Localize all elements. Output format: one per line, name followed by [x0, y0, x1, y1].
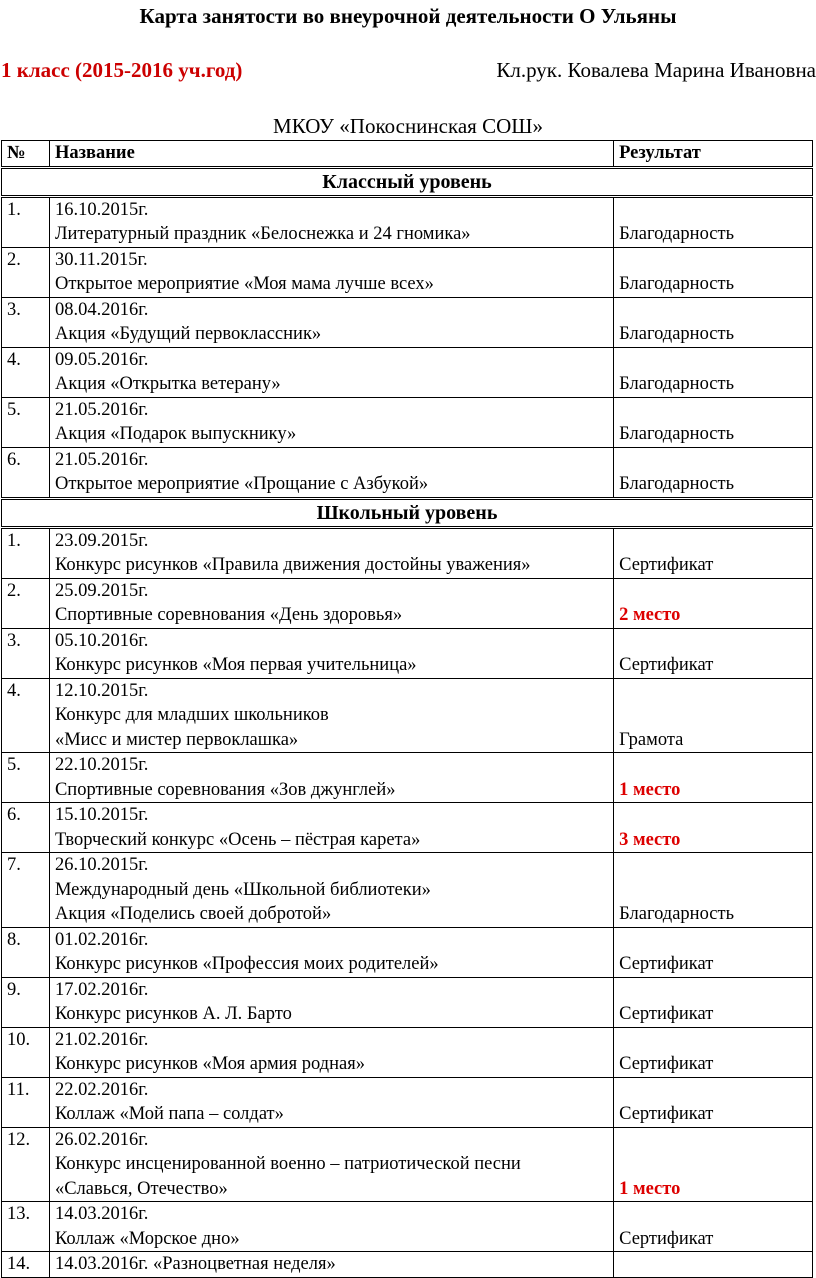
event-date: 25.09.2015г.	[54, 580, 149, 601]
result-cell: Сертификат	[614, 527, 813, 578]
table-row	[2, 1127, 813, 1202]
row-number: 2.	[2, 247, 50, 297]
result-cell: Благодарность	[614, 297, 813, 347]
event-cell	[49, 1252, 613, 1278]
table-row	[2, 447, 813, 498]
row-number: 3.	[2, 297, 50, 347]
row-number: 2.	[2, 578, 50, 628]
event-date: 30.11.2015г.	[54, 249, 148, 270]
result-cell: Грамота	[614, 678, 813, 753]
table-row	[2, 853, 813, 928]
row-number: 1.	[2, 527, 50, 578]
event-cell	[49, 628, 613, 678]
event-date: 08.04.2016г.	[54, 299, 149, 320]
result-cell: Сертификат	[614, 977, 813, 1027]
table-row	[2, 1077, 813, 1127]
table-header-row	[2, 141, 813, 168]
event-title: Коллаж «Мой папа – солдат»	[54, 1104, 284, 1124]
section-title: Классный уровень	[2, 167, 813, 196]
event-cell	[49, 297, 613, 347]
result-cell: Благодарность	[614, 447, 813, 498]
event-cell	[49, 447, 613, 498]
event-cell	[49, 853, 613, 928]
event-date: 23.09.2015г.	[54, 530, 149, 551]
row-number: 11.	[2, 1077, 50, 1127]
event-title: Спортивные соревнования «Зов джунглей»	[54, 779, 396, 800]
result-cell: Благодарность	[614, 853, 813, 928]
event-title: Конкурс рисунков «Профессия моих родителей»	[54, 954, 439, 974]
table-row	[2, 527, 813, 578]
event-title: Акция «Открытка ветерану»	[54, 374, 281, 394]
result-cell: Сертификат	[614, 1077, 813, 1127]
table-row	[2, 678, 813, 753]
row-number: 5.	[2, 753, 50, 803]
event-cell	[49, 196, 613, 247]
event-title: Конкурс рисунков «Моя первая учительница»	[54, 655, 417, 675]
event-cell	[49, 1077, 613, 1127]
event-date: 22.02.2016г.	[54, 1079, 149, 1100]
section-title: Школьный уровень	[2, 498, 813, 527]
table-row	[2, 1252, 813, 1278]
row-number: 8.	[2, 927, 50, 977]
event-cell	[49, 678, 613, 753]
row-number: 13.	[2, 1202, 50, 1252]
table-row	[2, 247, 813, 297]
row-number: 1.	[2, 196, 50, 247]
section-row	[2, 167, 813, 196]
event-title: Творческий конкурс «Осень – пёстрая карета»	[54, 829, 421, 850]
row-number: 7.	[2, 853, 50, 928]
row-number: 6.	[2, 803, 50, 853]
event-title: «Мисс и мистер первоклашка»	[54, 729, 299, 750]
event-title: Конкурс инсценированной военно – патриотической песни	[54, 1154, 521, 1174]
event-title: Конкурс рисунков «Правила движения достойны уважения»	[54, 555, 531, 575]
table-row	[2, 753, 813, 803]
result-cell	[614, 1252, 813, 1278]
table-row	[2, 297, 813, 347]
event-title: Международный день «Школьной библиотеки»	[54, 879, 431, 900]
event-cell	[49, 347, 613, 397]
result-cell: Сертификат	[614, 1027, 813, 1077]
table-row	[2, 1202, 813, 1252]
result-cell: Благодарность	[614, 397, 813, 447]
row-number: 10.	[2, 1027, 50, 1077]
result-cell: 1 место	[614, 753, 813, 803]
result-cell: 1 место	[614, 1127, 813, 1202]
event-date: 14.03.2016г. «Разноцветная неделя»	[54, 1254, 336, 1274]
event-date: 14.03.2016г.	[54, 1204, 149, 1224]
event-date: 12.10.2015г.	[54, 680, 149, 701]
event-title: Конкурс рисунков «Моя армия родная»	[54, 1054, 365, 1074]
row-number: 4.	[2, 678, 50, 753]
event-date: 21.02.2016г.	[54, 1029, 149, 1050]
event-date: 16.10.2015г.	[54, 199, 149, 220]
row-number: 6.	[2, 447, 50, 498]
event-date: 15.10.2015г.	[54, 805, 149, 825]
result-cell: Благодарность	[614, 347, 813, 397]
event-cell	[49, 578, 613, 628]
event-date: 21.05.2016г.	[54, 449, 149, 470]
event-title: Конкурс для младших школьников	[54, 705, 329, 725]
event-date: 09.05.2016г.	[54, 349, 149, 370]
event-cell	[49, 1027, 613, 1077]
row-number: 12.	[2, 1127, 50, 1202]
header-number: №	[2, 141, 50, 168]
event-cell	[49, 927, 613, 977]
school-name: МКОУ «Покоснинская СОШ»	[273, 114, 543, 138]
table-row	[2, 927, 813, 977]
event-title: Акция «Поделись своей добротой»	[54, 904, 332, 924]
row-number: 3.	[2, 628, 50, 678]
event-date: 22.10.2015г.	[54, 755, 149, 775]
table-row	[2, 578, 813, 628]
table-row	[2, 977, 813, 1027]
table-row	[2, 628, 813, 678]
event-title: Спортивные соревнования «День здоровья»	[54, 605, 403, 625]
event-title: Конкурс рисунков А. Л. Барто	[54, 1004, 292, 1024]
result-cell: Благодарность	[614, 196, 813, 247]
event-date: 21.05.2016г.	[54, 399, 149, 420]
result-cell: Сертификат	[614, 1202, 813, 1252]
header-name: Название	[49, 141, 613, 168]
event-cell	[49, 753, 613, 803]
result-cell: Сертификат	[614, 628, 813, 678]
row-number: 9.	[2, 977, 50, 1027]
section-row	[2, 498, 813, 527]
header-result: Результат	[614, 141, 813, 168]
event-date: 26.02.2016г.	[54, 1129, 149, 1150]
event-title: Открытое мероприятие «Прощание с Азбукой»	[54, 474, 429, 494]
table-row	[2, 803, 813, 853]
event-title: Коллаж «Морское дно»	[54, 1228, 240, 1249]
result-cell: Сертификат	[614, 927, 813, 977]
table-row	[2, 196, 813, 247]
event-title: Открытое мероприятие «Моя мама лучше всех»	[54, 274, 434, 294]
event-title: Акция «Подарок выпускнику»	[54, 424, 297, 444]
page-title: Карта занятости во внеурочной деятельности О Ульяны	[139, 4, 677, 28]
result-cell: 3 место	[614, 803, 813, 853]
teacher-label: Кл.рук. Ковалева Марина Ивановна	[496, 58, 816, 82]
event-title: Акция «Будущий первоклассник»	[54, 324, 322, 344]
event-cell	[49, 247, 613, 297]
table-row	[2, 347, 813, 397]
row-number: 4.	[2, 347, 50, 397]
event-title: Литературный праздник «Белоснежка и 24 гномика»	[54, 224, 471, 244]
result-cell: Благодарность	[614, 247, 813, 297]
table-body	[2, 167, 813, 1277]
event-date: 05.10.2016г.	[54, 630, 149, 651]
event-cell	[49, 803, 613, 853]
row-number: 5.	[2, 397, 50, 447]
event-cell	[49, 977, 613, 1027]
result-cell: 2 место	[614, 578, 813, 628]
row-number: 14.	[2, 1252, 50, 1278]
class-year-label: 1 класс (2015-2016 уч.год)	[1, 58, 243, 82]
table-row	[2, 397, 813, 447]
event-cell	[49, 1127, 613, 1202]
event-date: 01.02.2016г.	[54, 929, 149, 950]
event-cell	[49, 527, 613, 578]
event-title: «Славься, Отечество»	[54, 1178, 228, 1199]
event-date: 17.02.2016г.	[54, 979, 149, 1000]
event-cell	[49, 1202, 613, 1252]
event-date: 26.10.2015г.	[54, 855, 149, 875]
table-row	[2, 1027, 813, 1077]
activities-table	[1, 140, 813, 1278]
event-cell	[49, 397, 613, 447]
